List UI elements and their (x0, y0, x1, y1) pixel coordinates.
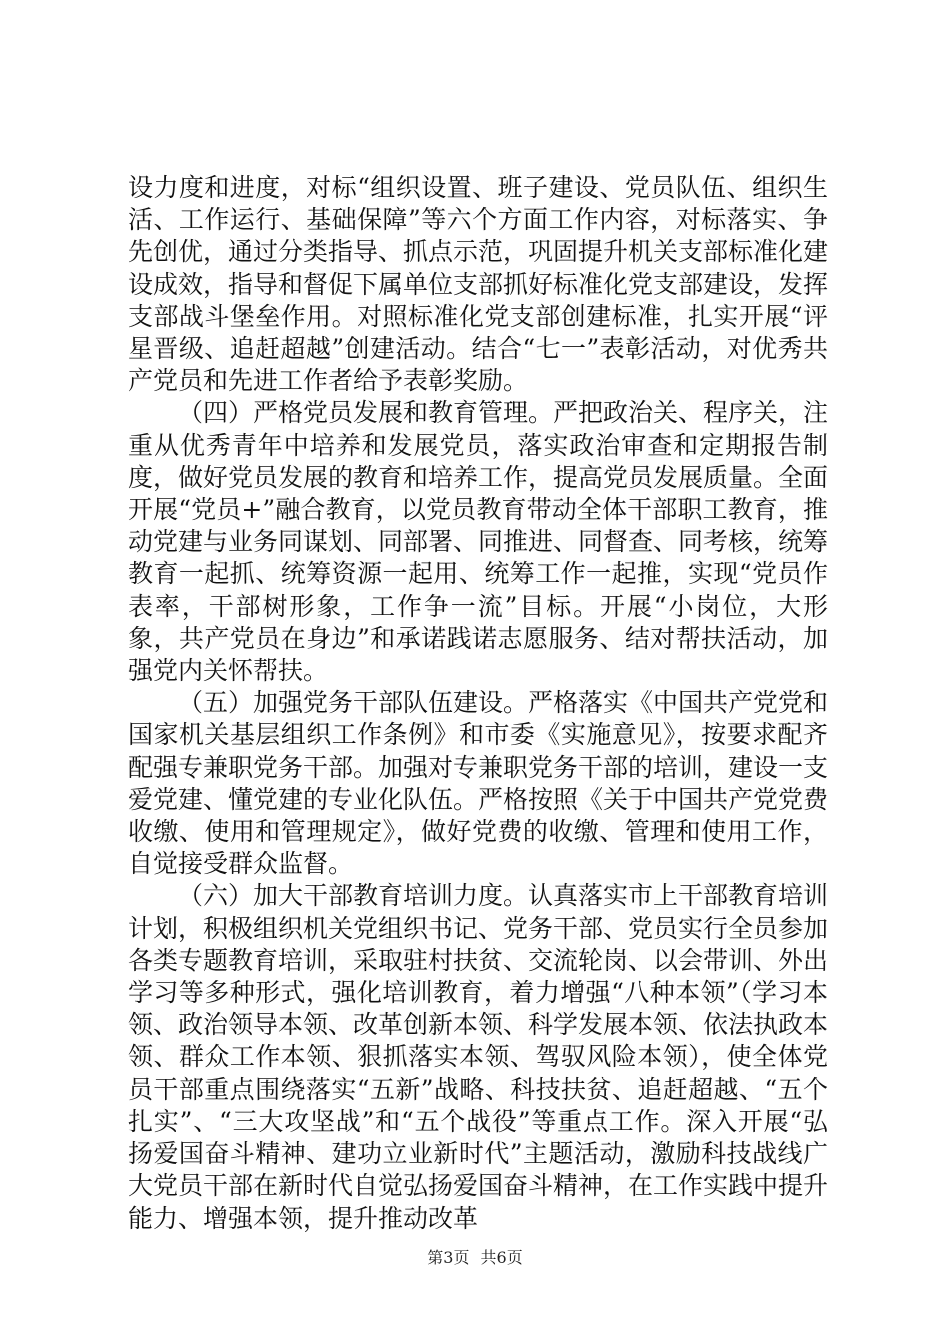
paragraph-section-6: （六）加大干部教育培训力度。认真落实市上干部教育培训计划，积极组织机关党组织书记、党务干部、党员实行全员参加各类专题教育培训，采取驻村扶贫、交流轮岗、以会带训、外出学习等多种形式，强化培训教育，着力增强“八种本领”（学习本领、政治领导本领、改革创新本领、科学发展本领、依法执政本领、群众工作本领、狠抓落实本领、驾驭风险本领），使全体党员干部重点围绕落实“五新”战略、科技扶贫、追赶超越、“五个扎实”、“三大攻坚战”和“五个战役”等重点工作。深入开展“弘扬爱国奋斗精神、建功立业新时代”主题活动，激励科技战线广大党员干部在新时代自觉弘扬爱国奋斗精神，在工作实践中提升能力、增强本领，提升推动改革 (128, 881, 829, 1233)
page-total: 共6页 (480, 1248, 523, 1267)
page-footer (0, 1248, 950, 1268)
document-body (128, 172, 828, 1235)
paragraph-section-5: （五）加强党务干部队伍建设。严格落实《中国共产党党和国家机关基层组织工作条例》和市委《实施意见》，按要求配齐配强专兼职党务干部。加强对专兼职党务干部的培训，建设一支爱党建、懂党建的专业化队伍。严格按照《关于中国共产党党费收缴、使用和管理规定》，做好党费的收缴、管理和使用工作，自觉接受群众监督。 (128, 688, 829, 879)
paragraph-continuation: 设力度和进度，对标“组织设置、班子建设、党员队伍、组织生活、工作运行、基础保障”等六个方面工作内容，对标落实、争先创优，通过分类指导、抓点示范，巩固提升机关支部标准化建设成效，指导和督促下属单位支部抓好标准化党支部建设，发挥支部战斗堡垒作用。对照标准化党支部创建标准，扎实开展“评星晋级、追赶超越”创建活动。结合“七一”表彰活动，对优秀共产党员和先进工作者给予表彰奖励。 (128, 173, 829, 396)
paragraph-section-4: （四）严格党员发展和教育管理。严把政治关、程序关，注重从优秀青年中培养和发展党员，落实政治审查和定期报告制度，做好党员发展的教育和培养工作，提高党员发展质量。全面开展“党员+”融合教育，以党员教育带动全体干部职工教育，推动党建与业务同谋划、同部署、同推进、同督查、同考核，统筹教育一起抓、统筹资源一起用、统筹工作一起推，实现“党员作表率，干部树形象，工作争一流”目标。开展“小岗位，大形象，共产党员在身边”和承诺践诺志愿服务、结对帮扶活动，加强党内关怀帮扶。 (128, 398, 829, 686)
page-number: 第3页 (427, 1248, 470, 1267)
